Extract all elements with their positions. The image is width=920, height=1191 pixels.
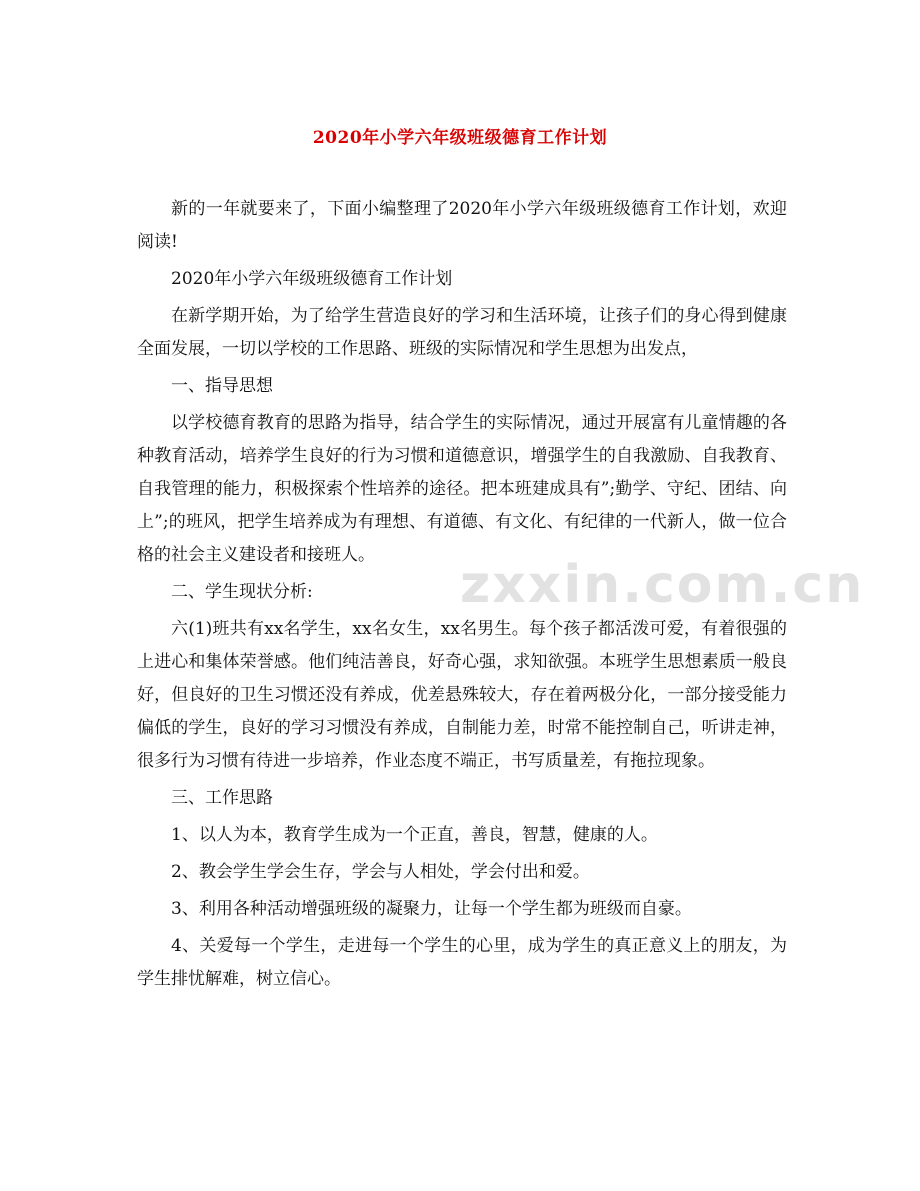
paragraph-student-analysis: 六(1)班共有xx名学生，xx名女生，xx名男生。每个孩子都活泼可爱，有着很强的上进心和集体荣誉感。他们纯洁善良，好奇心强，求知欲强。本班学生思想素质一般良好，但良好的卫生习惯还没有养成，优差悬殊较大，存在着两极分化，一部分接受能力偏低的学生，良好的学习习惯没有养成，自制能力差，时常不能控制自己，听讲走神，很多行为习惯有待进一步培养，作业态度不端正，书写质量差，有拖拉现象。 <box>137 619 787 771</box>
document-title: 2020年小学六年级班级德育工作计划 <box>312 128 608 148</box>
list-item-4: 4、关爱每一个学生，走进每一个学生的心里，成为学生的真正意义上的朋友，为学生排忧解难，树立信心。 <box>137 936 787 989</box>
list-item-1: 1、以人为本，教育学生成为一个正直，善良，智慧，健康的人。 <box>171 825 658 845</box>
section-heading-work-ideas: 三、工作思路 <box>171 788 273 808</box>
list-item-3: 3、利用各种活动增强班级的凝聚力，让每一个学生都为班级而自豪。 <box>171 899 692 919</box>
section-heading-student-analysis: 二、学生现状分析: <box>171 582 313 602</box>
document-body <box>137 193 787 1000</box>
paragraph-opening: 在新学期开始，为了给学生营造良好的学习和生活环境，让孩子们的身心得到健康全面发展，一切以学校的工作思路、班级的实际情况和学生思想为出发点， <box>137 306 787 359</box>
section-heading-guiding-thought: 一、指导思想 <box>171 376 273 396</box>
paragraph-subtitle: 2020年小学六年级班级德育工作计划 <box>171 269 453 289</box>
paragraph-guiding-thought: 以学校德育教育的思路为指导，结合学生的实际情况，通过开展富有儿童情趣的各种教育活动，培养学生良好的行为习惯和道德意识，增强学生的自我激励、自我教育、自我管理的能力，积极探索个性培养的途径。把本班建成具有”;勤学、守纪、团结、向上”;的班风，把学生培养成为有理想、有道德、有文化、有纪律的一代新人，做一位合格的社会主义建设者和接班人。 <box>137 413 787 565</box>
list-item-2: 2、教会学生学会生存，学会与人相处，学会付出和爱。 <box>171 862 590 882</box>
paragraph-intro: 新的一年就要来了，下面小编整理了2020年小学六年级班级德育工作计划，欢迎阅读! <box>137 199 787 252</box>
watermark-text: zxxin.com.cn <box>460 555 865 615</box>
